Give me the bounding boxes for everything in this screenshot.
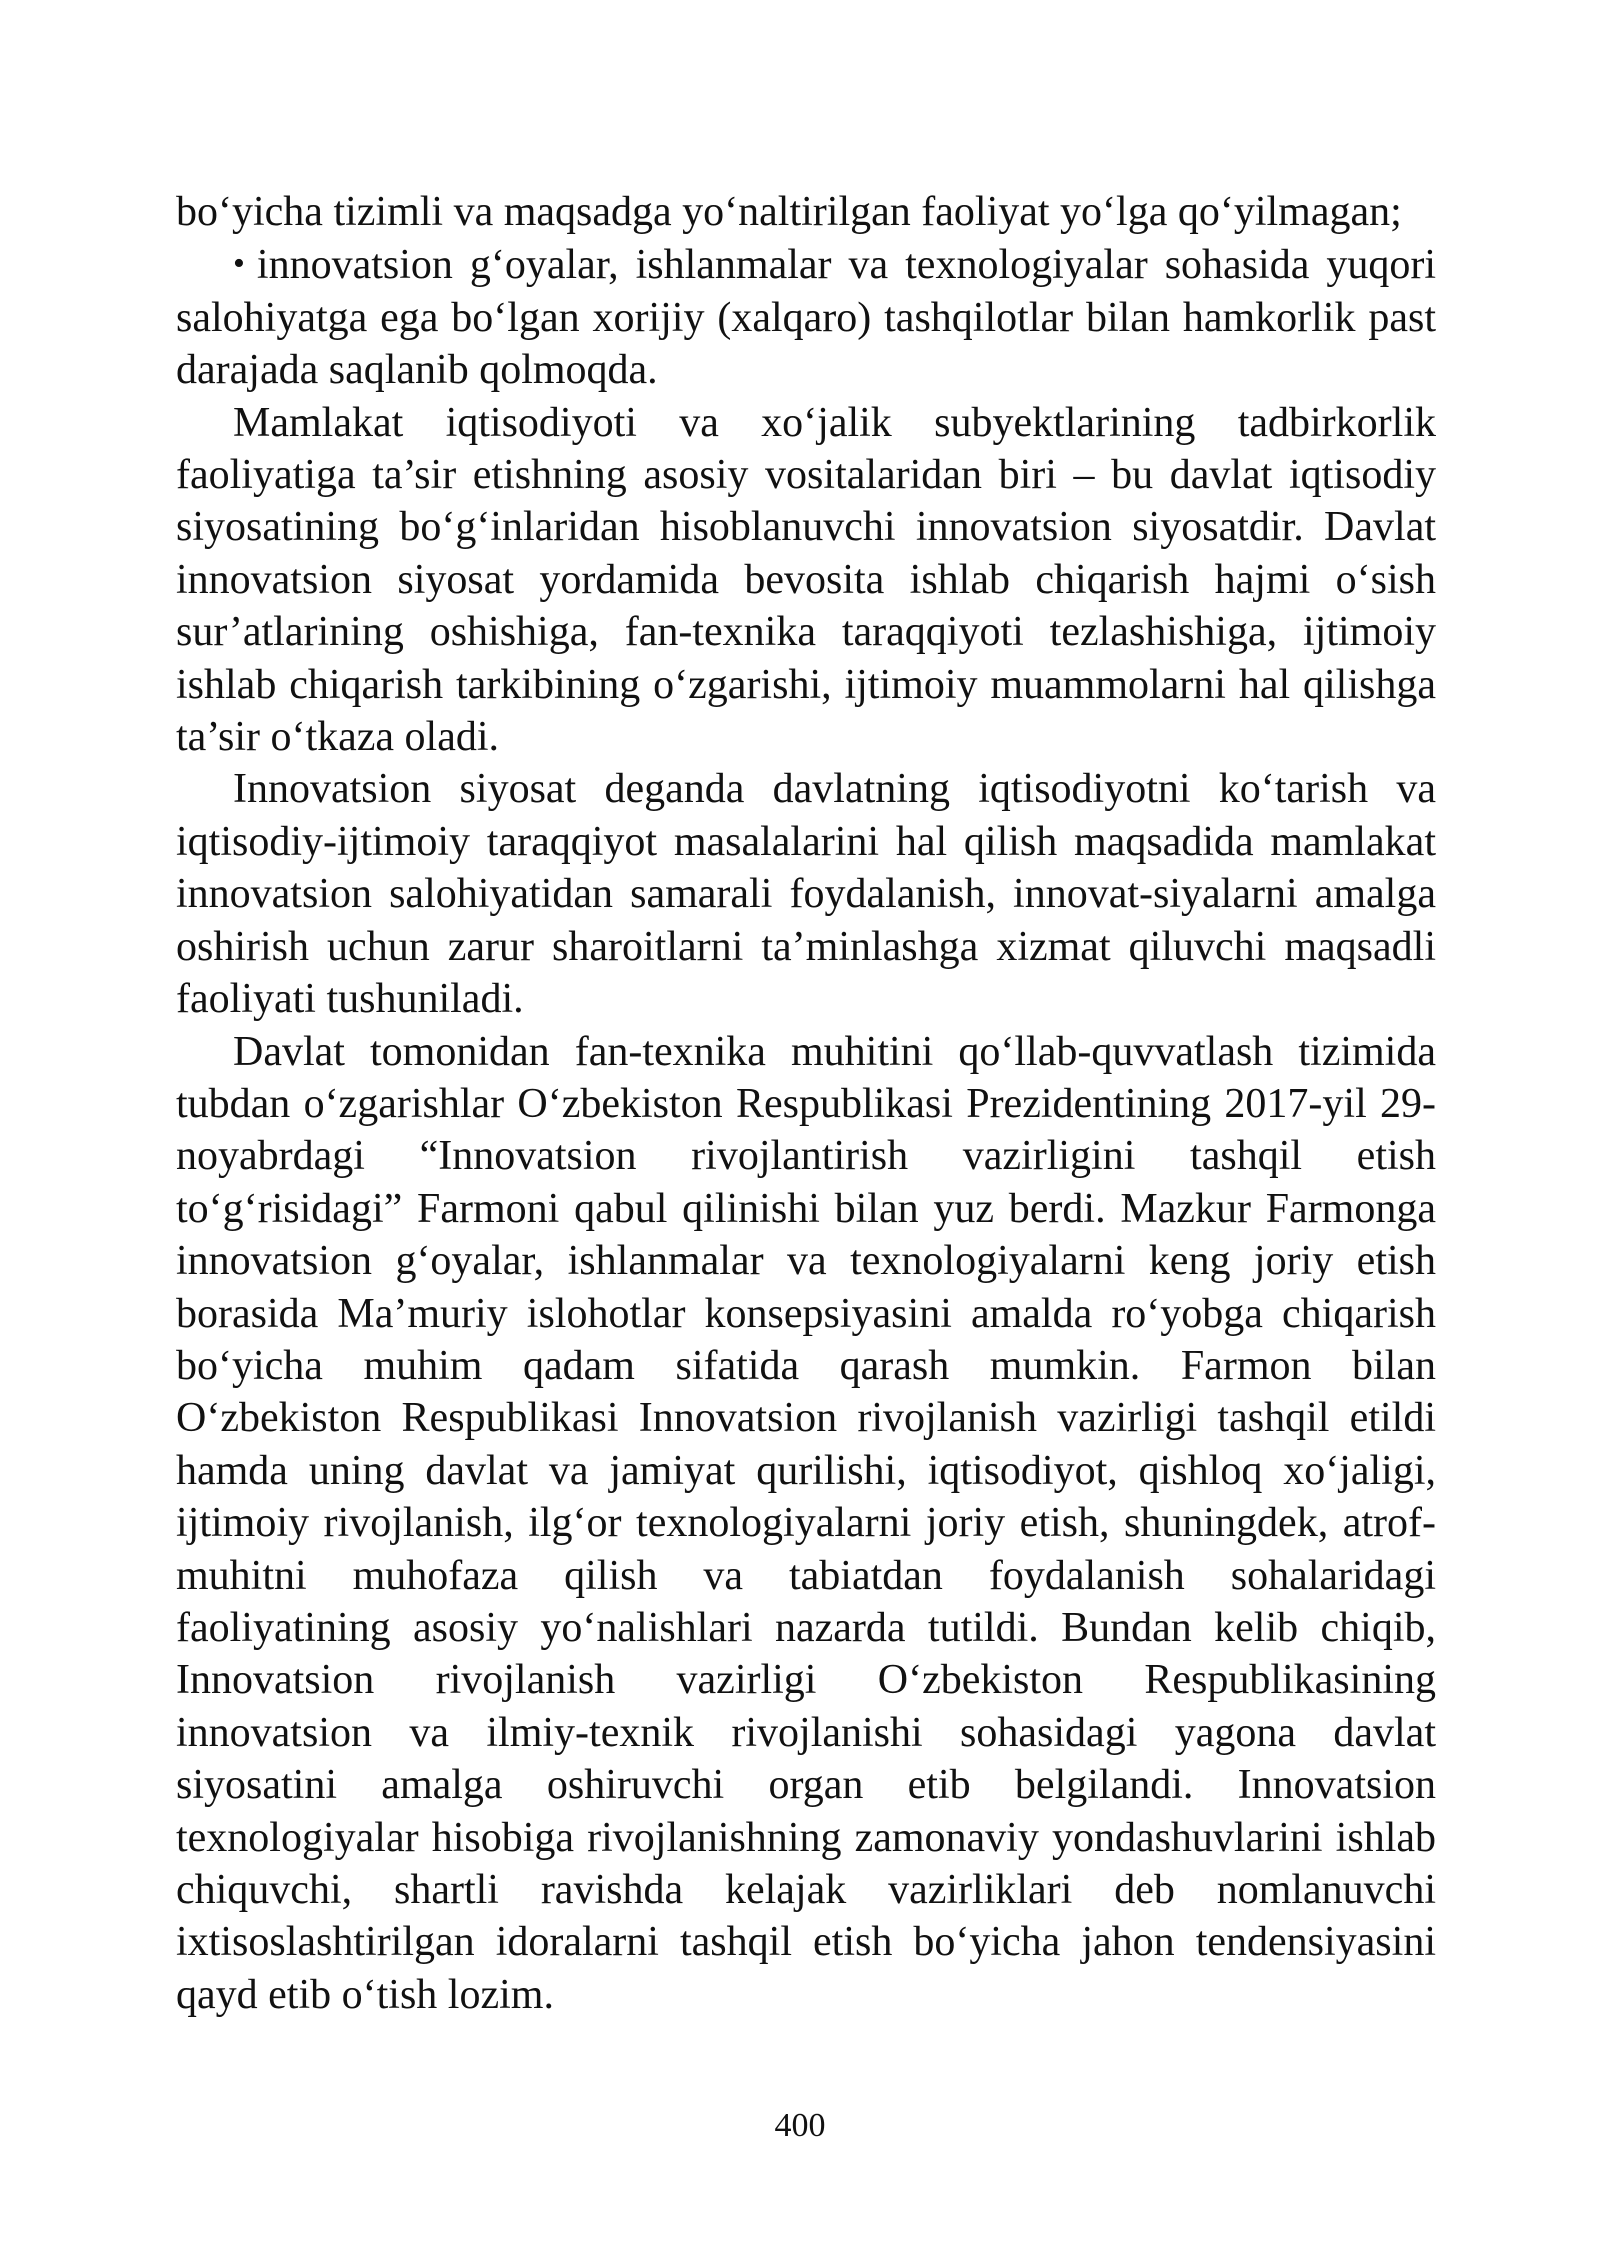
bullet-text: innovatsion g‘oyalar, ishlanmalar va texnologiyalar sohasida yuqori salohiyatga ega bo‘lgan xorijiy (xalqaro) tashqilotlar bilan hamkorlik past darajada saqlanib qolmoqda. xyxy=(176,242,1436,394)
bullet-marker: • xyxy=(233,245,245,283)
paragraph-continuation: bo‘yicha tizimli va maqsadga yo‘naltirilgan faoliyat yo‘lga qo‘yilmagan; xyxy=(176,189,1402,235)
page-number: 400 xyxy=(774,2107,826,2144)
paragraph-innovation-policy-intro: Mamlakat iqtisodiyoti va xo‘jalik subyektlarining tadbirkorlik faoliyatiga ta’sir etishning asosiy vositalaridan biri – bu davlat iqtisodiy siyosatining bo‘g‘inlaridan hisoblanuvchi innovatsion siyosatdir. Davlat innovatsion siyosat yordamida bevosita ishlab chiqarish hajmi o‘sish sur’atlarining oshishiga, fan-texnika taraqqiyoti tezlashishiga, ijtimoiy ishlab chiqarish tarkibining o‘zgarishi, ijtimoiy muammolarni hal qilishga ta’sir o‘tkaza oladi. xyxy=(176,399,1436,761)
bullet-paragraph xyxy=(176,238,1436,396)
paragraph-ministry-decree: Davlat tomonidan fan-texnika muhitini qo‘llab-quvvatlash tizimida tubdan o‘zgarishlar O‘zbekiston Respublikasi Prezidentining 2017-yil 29-noyabrdagi “Innovatsion rivojlantirish vazirligini tashqil etish to‘g‘risidagi” Farmoni qabul qilinishi bilan yuz berdi. Mazkur Farmonga innovatsion g‘oyalar, ishlanmalar va texnologiyalarni keng joriy etish borasida Ma’muriy islohotlar konsepsiyasini amalda ro‘yobga chiqarish bo‘yicha muhim qadam sifatida qarash mumkin. Farmon bilan O‘zbekiston Respublikasi Innovatsion rivojlanish vazirligi tashqil etildi hamda uning davlat va jamiyat qurilishi, iqtisodiyot, qishloq xo‘jaligi, ijtimoiy rivojlanish, ilg‘or texnologiyalarni joriy etish, shuningdek, atrof-muhitni muhofaza qilish va tabiatdan foydalanish sohalaridagi faoliyatining asosiy yo‘nalishlari nazarda tutildi. Bundan kelib chiqib, Innovatsion rivojlanish vazirligi O‘zbekiston Respublikasining innovatsion va ilmiy-texnik rivojlanishi sohasidagi yagona davlat siyosatini amalga oshiruvchi organ etib belgilandi. Innovatsion texnologiyalar hisobiga rivojlanishning zamonaviy yondashuvlarini ishlab chiquvchi, shartli ravishda kelajak vazirliklari deb nomlanuvchi ixtisoslashtirilgan idoralarni tashqil etish bo‘yicha jahon tendensiyasini qayd etib o‘tish lozim. xyxy=(176,1028,1436,2018)
paragraph-innovation-policy-definition: Innovatsion siyosat deganda davlatning iqtisodiyotni ko‘tarish va iqtisodiy-ijtimoiy taraqqiyot masalalarini hal qilish maqsadida mamlakat innovatsion salohiyatidan samarali foydalanish, innovat-siyalarni amalga oshirish uchun zarur sharoitlarni ta’minlashga xizmat qiluvchi maqsadli faoliyati tushuniladi. xyxy=(176,766,1436,1023)
page-body xyxy=(176,186,1436,2021)
